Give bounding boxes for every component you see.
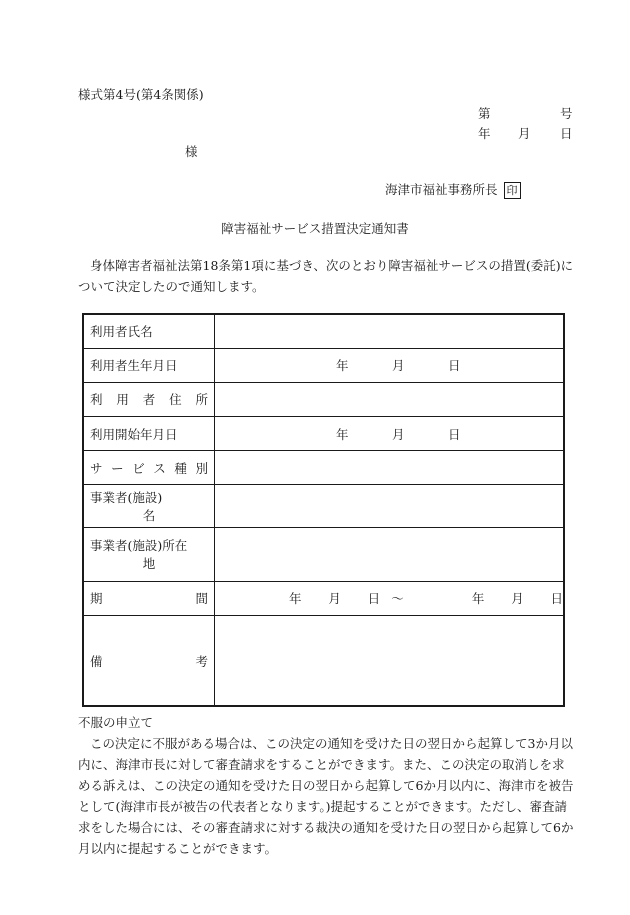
label-service-type (90, 459, 208, 477)
label-address-char: 者 (142, 392, 156, 408)
row-provider-name (83, 485, 564, 527)
label-user-name (90, 322, 208, 340)
date-day: 日 (560, 126, 573, 141)
date-month: 月 (518, 126, 531, 141)
period-tilde: 〜 (391, 591, 404, 607)
label-address-char: 用 (116, 392, 129, 408)
appeal-heading: 不服の申立て (78, 715, 154, 730)
label-start-date: 利用開始年月日 (90, 426, 178, 442)
row-birthdate (83, 348, 564, 382)
label-provider-name-line1: 事業者(施設) (90, 489, 163, 505)
value-address (215, 382, 565, 416)
row-user-name (83, 314, 564, 348)
label-remarks-left: 備 (90, 653, 103, 669)
label-provider-name-line2: 名 (142, 507, 156, 523)
start-month: 月 (392, 426, 405, 442)
period-start-day: 日 (367, 591, 381, 607)
label-user-name-chars (90, 322, 153, 340)
issuer (385, 180, 521, 199)
label-provider-address-line1: 事業者(施設)所在 (90, 538, 188, 554)
label-service-type-char: ビ (132, 460, 145, 476)
birth-year: 年 (336, 358, 349, 374)
date-year: 年 (478, 126, 491, 141)
label-service-type-char: 種 (174, 460, 187, 476)
appeal-body: この決定に不服がある場合は、この決定の通知を受けた日の翌日から起算して3か月以内に、海津市長に対して審査請求をすることができます。また、この決定の取消しを求める訴えは、この決定の通知を受けた日の翌日から起算して6か月以内に、海津市を被告として(海津市長が被告の代表者となります。)提起することができます。ただし、審査請求をした場合には、その審査請求に対する裁決の通知を受けた日の翌日から起算して6か月以内に提起することができます。 (78, 736, 574, 856)
value-provider-address (215, 527, 565, 581)
period-start-year: 年 (289, 591, 302, 607)
value-start-date (215, 417, 565, 451)
birth-day: 日 (448, 358, 461, 374)
value-user-name (215, 314, 565, 348)
label-service-type-char: サ (90, 460, 103, 476)
label-address-char: 所 (195, 392, 208, 408)
birth-month: 月 (392, 358, 405, 374)
label-service-type-char: 別 (195, 460, 208, 476)
issuer-name: 海津市福祉事務所長 (385, 182, 498, 197)
label-period-right: 間 (195, 591, 208, 607)
label-birthdate: 利用者生年月日 (90, 358, 178, 374)
period-end-year: 年 (471, 591, 485, 607)
row-remarks (83, 616, 564, 707)
value-period (215, 581, 565, 615)
addressee-suffix: 様 (185, 144, 198, 159)
value-remarks (215, 616, 565, 707)
doc-no-suffix: 号 (560, 106, 573, 121)
document-title: 障害福祉サービス措置決定通知書 (221, 221, 409, 236)
start-day: 日 (448, 426, 461, 442)
label-address-char: 利 (90, 392, 103, 408)
period-end-day: 日 (550, 591, 564, 607)
label-address-chars (90, 390, 208, 408)
row-provider-address (83, 527, 564, 581)
label-user-name-char: 氏 (127, 324, 141, 340)
label-provider-address-line2: 地 (142, 556, 156, 572)
row-address (83, 382, 564, 416)
label-service-type-char: ス (153, 460, 166, 476)
start-year: 年 (336, 426, 349, 442)
label-service-type-chars (90, 459, 208, 477)
value-service-type (215, 451, 565, 485)
label-user-name-char: 用 (102, 324, 116, 340)
label-user-name-char: 名 (140, 324, 153, 340)
label-address (90, 390, 208, 408)
decision-table (82, 313, 565, 707)
value-birthdate (215, 348, 565, 382)
row-start-date (83, 417, 564, 451)
value-provider-name (215, 485, 565, 527)
label-address-char: 住 (169, 392, 182, 408)
label-user-name-char: 者 (115, 324, 128, 340)
intro-paragraph: 身体障害者福祉法第18条第1項に基づき、次のとおり障害福祉サービスの措置(委託)について決定したので通知します。 (78, 258, 574, 294)
form-number: 様式第4号(第4条関係) (78, 87, 204, 102)
seal-mark: 印 (504, 182, 521, 199)
period-start-month: 月 (328, 591, 341, 607)
label-period-left: 期 (90, 591, 103, 607)
row-service-type (83, 451, 564, 485)
period-end-month: 月 (511, 591, 524, 607)
row-period (83, 581, 564, 615)
label-service-type-char: ー (111, 460, 124, 476)
label-remarks-right: 考 (195, 653, 208, 669)
doc-no-label: 第 (478, 106, 491, 121)
label-user-name-char: 利 (90, 324, 103, 340)
